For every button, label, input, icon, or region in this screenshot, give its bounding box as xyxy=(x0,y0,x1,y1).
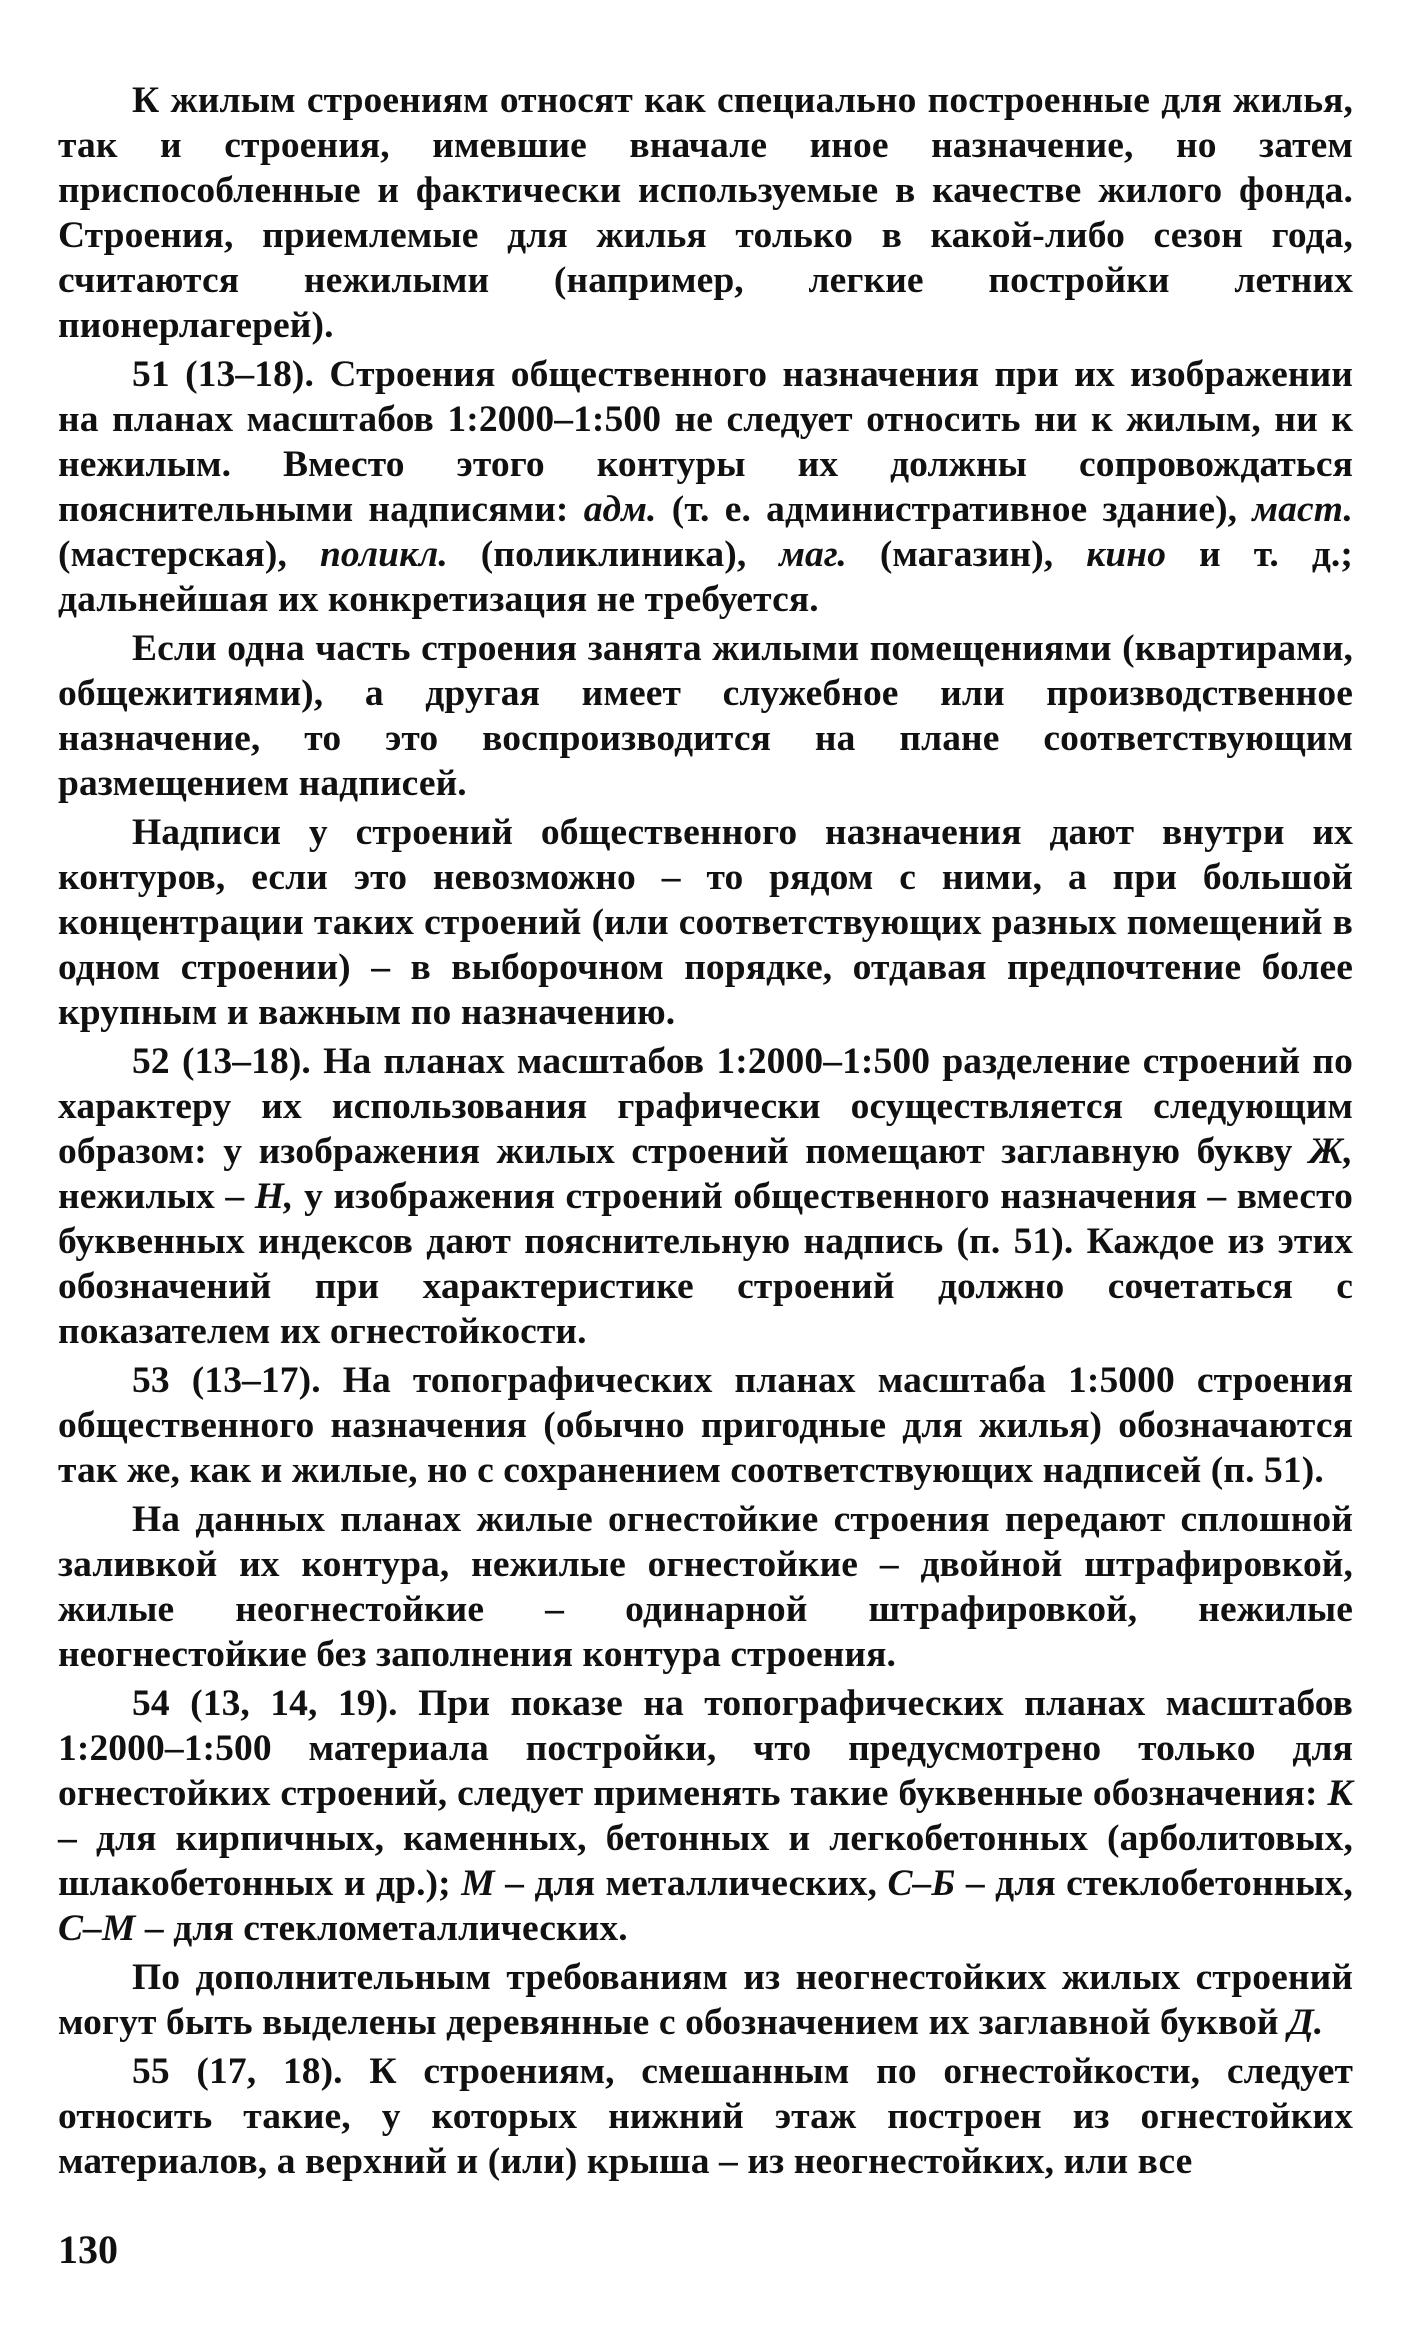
clause-text: На топографических планах масштаба 1:5000 строения общественного назначения (обычно пригодные для жилья) обозначаются так же, как и жилые, но с сохранением соответствующих надписей (п. 51). xyxy=(58,1360,1353,1491)
abbreviation-polikl: поликл. xyxy=(319,534,448,575)
clause-text: и т. д.; дальнейшая их конкретизация не требуется. xyxy=(58,534,1353,620)
clause-number: 54 xyxy=(132,1683,170,1724)
abbreviation-mag: маг. xyxy=(779,534,847,575)
paragraph-51 xyxy=(58,352,1353,622)
clause-number: 55 xyxy=(132,2051,170,2092)
clause-text: Строения общественного назначения при их изображении на планах масштабов 1:2000–1:500 не следует относить ни к жилым, ни к нежилым. Вместо этого контуры их должны сопровождаться пояснительными надписями: xyxy=(58,354,1353,530)
clause-refs: (13–18). xyxy=(181,1041,311,1082)
page-text-body xyxy=(58,78,1353,2188)
clause-text: (магазин), xyxy=(879,534,1054,575)
clause-text: (мастерская), xyxy=(58,534,287,575)
clause-text: – для стеклобетонных, xyxy=(965,1863,1353,1904)
letter-m: М xyxy=(461,1863,495,1904)
letter-d: Д. xyxy=(1288,2002,1324,2043)
clause-text: По дополнительным требованиям из неогнестойких жилых строений могут быть выделены деревянные с обозначением их заглавной буквой xyxy=(58,1957,1353,2043)
paragraph-labels-placement: Надписи у строений общественного назначения дают внутри их контуров, если это невозможно – то рядом с ними, а при большой концентрации таких строений (или соответствующих разных помещений в одном строении) – в выборочном порядке, отдавая предпочтение более крупным и важным по назначению. xyxy=(58,812,1353,1033)
paragraph-mixed-use: Если одна часть строения занята жилыми помещениями (квартирами, общежитиями), а другая имеет служебное или производственное назначение, то это воспроизводится на плане соответствующим размещением надписей. xyxy=(58,628,1353,804)
clause-text: – для кирпичных, каменных, бетонных и легкобетонных (арболитовых, шлакобетонных и др.); xyxy=(58,1818,1353,1904)
clause-refs: (13–18). xyxy=(185,354,314,395)
abbreviation-adm: адм. xyxy=(583,489,657,530)
paragraph-54 xyxy=(58,1681,1353,1951)
clause-text: (т. е. административное здание), xyxy=(671,489,1238,530)
letter-s-m: С–М xyxy=(58,1908,136,1949)
clause-number: 53 xyxy=(132,1360,170,1401)
clause-refs: (13–17). xyxy=(191,1360,321,1401)
paragraph-52 xyxy=(58,1039,1353,1354)
paragraph-residential-definition: К жилым строениям относят как специально построенные для жилья, так и строения, имевшие вначале иное назначение, но затем приспособленные и фактически используемые в качестве жилого фонда. Строения, приемлемые для жилья только в какой-либо сезон года, считаются нежилыми (например, легкие постройки летних пионерлагерей). xyxy=(58,80,1353,346)
letter-zh: Ж, xyxy=(1309,1131,1353,1172)
abbreviation-mast: маст. xyxy=(1252,489,1353,530)
letter-k: К xyxy=(1327,1773,1353,1814)
clause-refs: (13, 14, 19). xyxy=(190,1683,398,1724)
paragraph-53 xyxy=(58,1358,1353,1493)
paragraph-55 xyxy=(58,2049,1353,2184)
clause-text: у изображения строений общественного назначения – вместо буквенных индексов дают пояснительную надпись (п. 51). Каждое из этих обозначений при характеристике строений должно сочетаться с показателем их огнестойкости. xyxy=(58,1176,1353,1352)
clause-text: К строениям, смешанным по огнестойкости, следует относить такие, у которых нижний этаж построен из огнестойких материалов, а верхний и (или) крыша – из неогнестойких, или все xyxy=(58,2051,1353,2182)
letter-n: Н, xyxy=(254,1176,294,1217)
clause-text: При показе на топографических планах масштабов 1:2000–1:500 материала постройки, что предусмотрено только для огнестойких строений, следует применять такие буквенные обозначения: xyxy=(58,1683,1353,1814)
paragraph-wooden xyxy=(58,1955,1353,2045)
abbreviation-kino: кино xyxy=(1086,534,1167,575)
letter-s-b: С–Б xyxy=(887,1863,956,1904)
clause-text: – для металлических, xyxy=(505,1863,877,1904)
clause-text: нежилых – xyxy=(58,1176,245,1217)
paragraph-fill-styles: На данных планах жилые огнестойкие строения передают сплошной заливкой их контура, нежилые огнестойкие – двойной штрафировкой, жилые неогнестойкие – одинарной штрафировкой, нежилые неогнестойкие без заполнения контура строения. xyxy=(58,1499,1353,1675)
clause-number: 52 xyxy=(132,1041,170,1082)
clause-text: – для стеклометаллических. xyxy=(144,1908,628,1949)
clause-text: На планах масштабов 1:2000–1:500 разделение строений по характеру их использования графически осуществляется следующим образом: у изображения жилых строений помещают заглавную букву xyxy=(58,1041,1353,1172)
clause-refs: (17, 18). xyxy=(196,2051,343,2092)
page-number: 130 xyxy=(58,2227,118,2272)
clause-number: 51 xyxy=(132,354,170,395)
clause-text: (поликлиника), xyxy=(480,534,747,575)
